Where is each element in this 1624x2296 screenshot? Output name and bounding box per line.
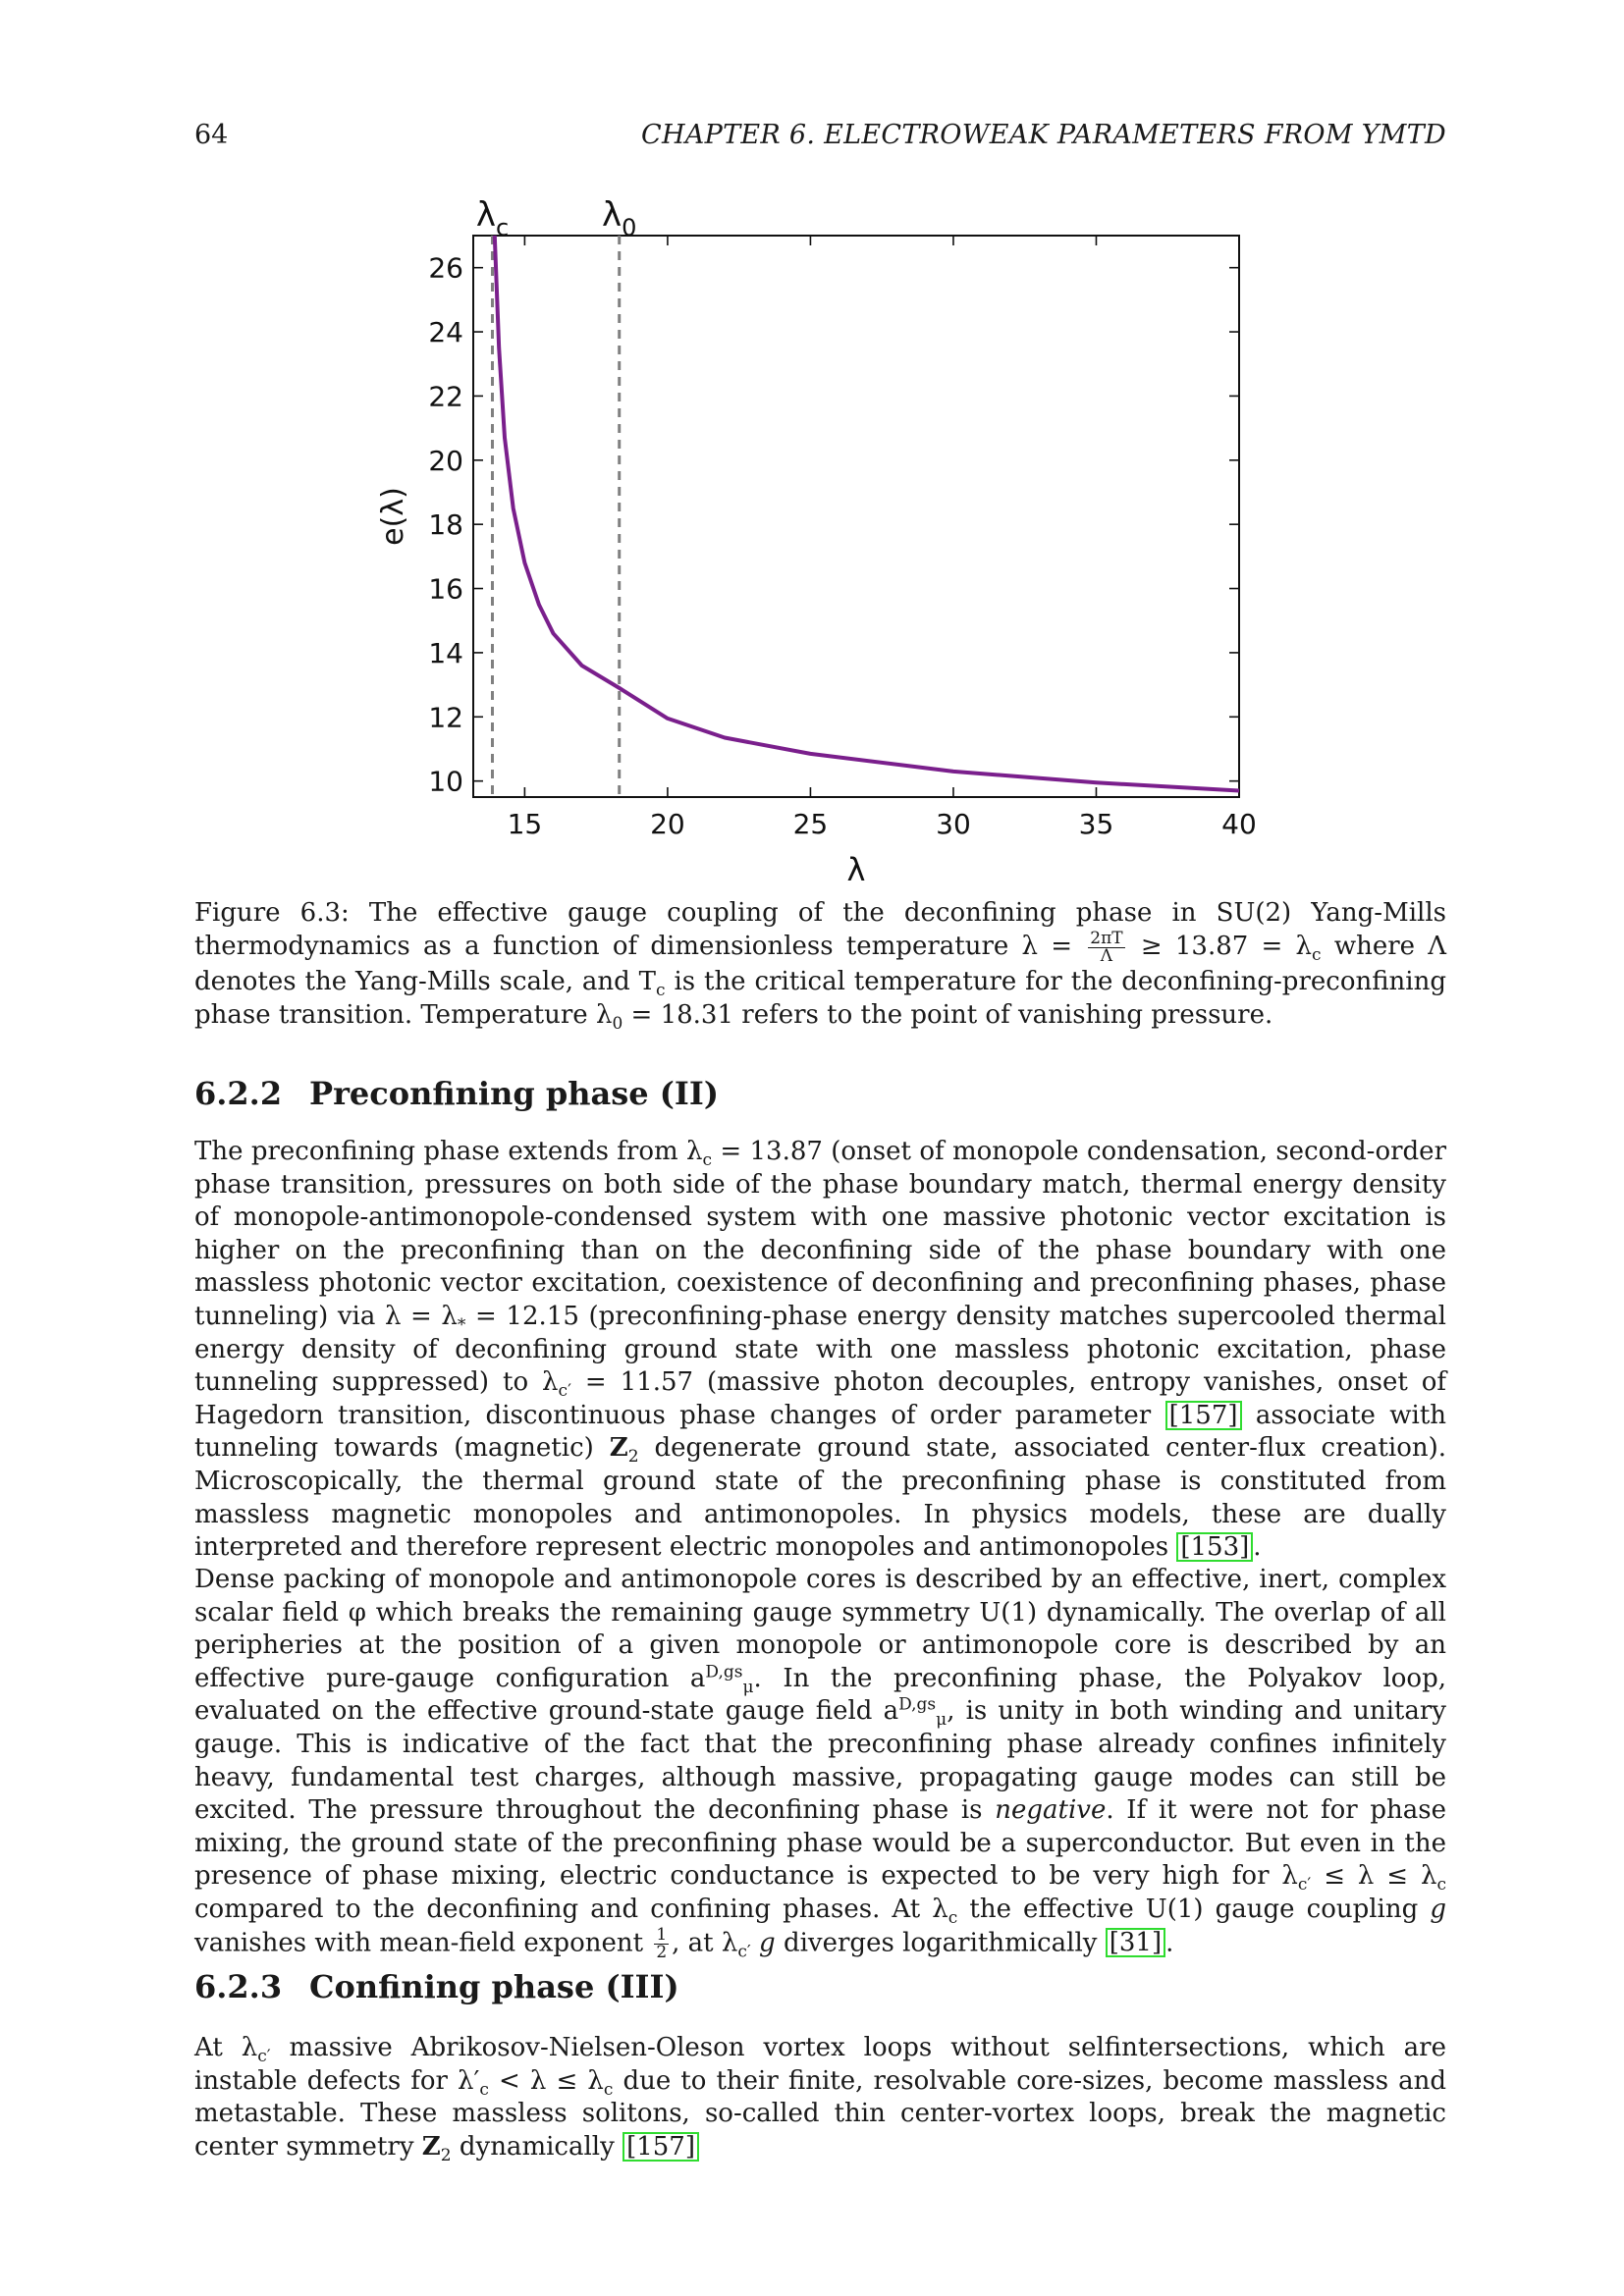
coupling-chart (363, 187, 1276, 913)
text-run: massive Abrikosov-Nielsen-Oleson vortex loops without selfintersections, which are instable defects for λ′ (194, 2033, 1447, 2096)
paragraph-confining-1 (194, 2032, 1446, 2163)
x-tick-label: 25 (792, 808, 829, 840)
y-tick-label: 14 (428, 636, 463, 669)
caption-sub-0: 0 (612, 1013, 623, 1034)
fraction-denominator: Λ (1100, 945, 1113, 966)
subscript: c (947, 1908, 958, 1929)
text-run: = 12.15 (preconfining-phase energy density matches supercooled thermal energy density of deconfining ground state with one massless photonic excitation, phase tunneling suppressed) to λ (194, 1301, 1446, 1398)
caption-label: Figure 6.3: (194, 898, 350, 928)
y-tick-label: 22 (428, 380, 463, 413)
marker-label-1: $\lambda_0$ (602, 195, 637, 241)
subscript: * (457, 1315, 466, 1336)
section-heading-6-2-2 (194, 1075, 719, 1112)
fraction-denominator: 2 (656, 1942, 668, 1962)
series-line-0 (495, 236, 1239, 791)
y-tick-label: 26 (428, 251, 463, 285)
paragraph-preconfining-2 (194, 1564, 1446, 1961)
text-run: ≤ λ ≤ λ (1324, 1861, 1437, 1892)
text-run: , is unity in both winding and unitary gauge. This is indicative of the fact that the preconfining phase already confines infinitely heavy, fundamental test charges, although massive, propagating gauge modes can still be excited. The pressure throughout the deconfining phase is (194, 1696, 1446, 1826)
y-tick-label: 10 (428, 765, 463, 798)
y-tick-label: 24 (428, 316, 463, 349)
running-head (194, 120, 1446, 155)
subscript: c′ (737, 1942, 751, 1962)
subscript: c′ (1297, 1875, 1312, 1896)
text-run: = 13.87 (onset of monopole condensation, second-order phase transition, pressures on both side of the phase boundary match, thermal energy density of monopole-antimonopole-condensed system with one massive photonic vector excitation is higher on the preconfining than on the deconfining side of the phase boundary with one massless photonic vector excitation, coexistence of deconfining and preconfining phases, phase tunneling) via λ = λ (194, 1137, 1446, 1331)
subscript: c′ (558, 1381, 571, 1402)
subscript: c′ (257, 2047, 271, 2067)
subscript: μ (742, 1677, 754, 1697)
x-tick-label: 35 (1078, 808, 1114, 840)
figure-6-3 (363, 187, 1276, 913)
coupling-symbol: g (1430, 1894, 1447, 1924)
caption-sub-c: c (1312, 945, 1322, 966)
fraction-numerator: 1 (656, 1924, 668, 1945)
plot-frame (473, 236, 1239, 797)
text-run: due to their finite, resolvable core-sizes, become massless and metastable. These massless solitons, so-called thin center-vortex loops, break the magnetic center symmetry (194, 2065, 1447, 2162)
x-axis-label: λ (846, 851, 866, 888)
text-run: degenerate ground state, associated center-flux creation). Microscopically, the thermal ground state of the preconfining phase is constituted from massless magnetic monopoles and antimonopoles. In physics models, these are dually interpreted and therefore represent electric monopoles and antimonopoles (194, 1433, 1446, 1563)
y-axis-label: e(λ) (376, 487, 410, 546)
citation-link-157[interactable]: [157] (623, 2132, 699, 2162)
subscript: c (603, 2079, 614, 2100)
chapter-title: CHAPTER 6. ELECTROWEAK PARAMETERS FROM YMTD (641, 120, 1446, 150)
center-symmetry-symbol: Z (609, 1433, 628, 1464)
x-tick-label: 20 (650, 808, 685, 840)
text-run: compared to the deconfining and confining phases. At λ (194, 1894, 948, 1924)
emphasis: negative (995, 1795, 1107, 1826)
y-tick-label: 18 (428, 508, 463, 542)
subscript: c (479, 2079, 489, 2100)
subscript: 2 (440, 2145, 452, 2165)
section-heading-6-2-3 (194, 1968, 679, 2005)
figure-caption (194, 896, 1446, 1032)
y-tick-label: 16 (428, 572, 463, 606)
coupling-symbol: g (759, 1928, 776, 1958)
text-run: The preconfining phase extends from λ (194, 1137, 703, 1166)
text-run: . In the preconfining phase, the Polyakov loop, evaluated on the effective ground-state gauge field a (194, 1663, 1446, 1727)
center-symmetry-symbol: Z (421, 2131, 441, 2162)
caption-text-5: = 18.31 refers to the point of vanishing pressure. (630, 999, 1273, 1030)
marker-label-0: $\lambda_c$ (475, 195, 510, 241)
text-run: the effective U(1) gauge coupling (969, 1894, 1419, 1924)
text-run: < λ ≤ λ (499, 2065, 604, 2096)
text-run: vanishes with mean-field exponent (194, 1928, 644, 1958)
citation-link-153[interactable]: [153] (1176, 1532, 1253, 1562)
caption-sub-tc: c (656, 980, 666, 1000)
citation-link-31[interactable]: [31] (1106, 1928, 1165, 1957)
x-tick-label: 30 (936, 808, 971, 840)
subscript: 2 (627, 1447, 639, 1468)
y-tick-label: 12 (428, 701, 463, 734)
text-run: dynamically (459, 2131, 615, 2162)
x-tick-label: 15 (507, 808, 543, 840)
text-run: = 11.57 (massive photon decouples, entropy vanishes, onset of Hagedorn transition, discontinuous phase changes of order parameter (194, 1367, 1447, 1430)
section-title: Preconfining phase (II) (309, 1075, 719, 1112)
section-title: Confining phase (III) (309, 1968, 679, 2005)
superscript: D,gs (705, 1662, 743, 1682)
section-number: 6.2.3 (194, 1968, 283, 2005)
caption-text-2: ≥ 13.87 = λ (1140, 932, 1313, 961)
caption-text-4: is the critical temperature for the deconfining-preconfining phase transition. Temperature λ (194, 966, 1447, 1030)
half-fraction (654, 1924, 669, 1962)
text-run: Dense packing of monopole and antimonopole cores is described by an effective, inert, complex scalar field φ which breaks the remaining gauge symmetry U(1) dynamically. The overlap of all peripheries at the position of a given monopole or antimonopole core is described by an effective pure-gauge configuration a (194, 1565, 1446, 1693)
fraction-numerator: 2πT (1090, 928, 1123, 948)
caption-fraction (1088, 928, 1124, 966)
citation-link-157[interactable]: [157] (1165, 1401, 1242, 1430)
text-run: , at λ (672, 1928, 738, 1958)
text-run: . (1253, 1532, 1262, 1563)
subscript: c (702, 1150, 713, 1171)
text-run: . (1165, 1928, 1174, 1958)
y-tick-label: 20 (428, 444, 463, 477)
caption-text-3: where Λ denotes the Yang-Mills scale, and T (194, 932, 1447, 996)
text-run: . If it were not for phase mixing, the ground state of the preconfining phase would be a superconductor. But even in the presence of phase mixing, electric conductance is expected to be very high for λ (194, 1795, 1446, 1892)
section-number: 6.2.2 (194, 1075, 283, 1112)
text-run: associate with tunneling towards (magnetic) (194, 1400, 1447, 1464)
page-number: 64 (194, 120, 229, 150)
subscript: μ (936, 1710, 947, 1731)
text-run: At λ (194, 2033, 258, 2062)
paragraph-preconfining-1 (194, 1136, 1446, 1565)
text-run: diverges logarithmically (783, 1928, 1098, 1958)
caption-text-1: The effective gauge coupling of the deconfining phase in SU(2) Yang-Mills thermodynamics as a function of dimensionless temperature λ = (194, 898, 1446, 961)
superscript: D,gs (898, 1694, 937, 1715)
subscript: c (1436, 1875, 1447, 1896)
x-tick-label: 40 (1221, 808, 1257, 840)
